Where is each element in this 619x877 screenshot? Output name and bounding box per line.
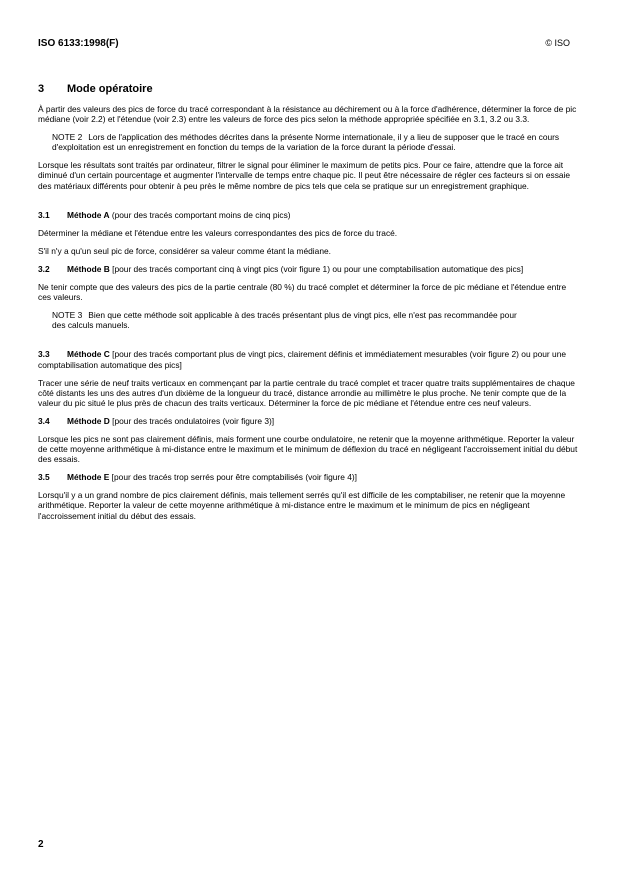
subsection-3-1-heading — [38, 210, 580, 220]
subsection-3-3-heading — [38, 349, 580, 369]
subsection-3-4-title: Méthode D — [67, 415, 110, 426]
section-title: Mode opératoire — [67, 83, 153, 95]
document-id: ISO 6133:1998(F) — [38, 38, 119, 49]
section-heading — [38, 83, 580, 95]
subsection-3-2-title: Méthode B — [67, 263, 110, 274]
subsection-3-3-number: 3.3 — [38, 349, 50, 360]
subsection-3-5-number: 3.5 — [38, 472, 50, 483]
subsection-3-4-number: 3.4 — [38, 415, 50, 426]
subsection-3-5-title: Méthode E — [67, 472, 110, 483]
note-3-line-2: des calculs manuels. — [52, 320, 130, 331]
note-3-line-1: Bien que cette méthode soit applicable à des tracés présentant plus de vingt pics, elle n'est pas recommandée pour — [88, 310, 517, 321]
subsection-3-3-scope: [pour des tracés comportant plus de vingt pics, clairement définis et immédiatement mesurables (voir figure 2) ou pour une comptabilisation automatique des pics] — [38, 349, 567, 370]
subsection-3-3-title: Méthode C — [67, 349, 110, 360]
page-number: 2 — [38, 839, 44, 850]
subsection-3-1-paragraph-2: S'il n'y a qu'un seul pic de force, considérer sa valeur comme étant la médiane. — [38, 245, 331, 256]
note-2-label: NOTE 2 — [52, 132, 83, 143]
subsection-3-1-title: Méthode A — [67, 209, 110, 220]
subsection-3-1-paragraph-1: Déterminer la médiane et l'étendue entre les valeurs correspondantes des pics de force du tracé. — [38, 227, 398, 238]
copyright-notice: © ISO — [545, 38, 570, 48]
subsection-3-5-heading — [38, 472, 580, 482]
subsection-3-4-paragraph: Lorsque les pics ne sont pas clairement définis, mais forment une courbe ondulatoire, ne retenir que la moyenne arithmétique. Reporter la valeur de cette moyenne arithmétique à mi-distance entre le maximum et le minimum de déflexion du tracé en négligeant l'accroissement initial du début des essais. — [38, 433, 578, 465]
note-3 — [52, 310, 580, 330]
subsection-3-2-heading — [38, 264, 580, 274]
subsection-3-2-number: 3.2 — [38, 263, 50, 274]
computer-processing-paragraph: Lorsque les résultats sont traités par ordinateur, filtrer le signal pour éliminer le maximum de petits pics. Pour ce faire, attendre que la force ait diminué d'un certain pourcentage et augmenter l'intervalle de temps entre chaque pic. Il peut être nécessaire de régler ces facteurs si on essaie des matériaux différents pour obtenir à peu près le même nombre de pics tels que cela se pratique sur un enregistrement graphique. — [38, 160, 571, 191]
subsection-3-2-paragraph: Ne tenir compte que des valeurs des pics de la partie centrale (80 %) du tracé complet et déterminer la force de pic médiane et l'étendue entre ces valeurs. — [38, 282, 567, 303]
subsection-3-3-paragraph: Tracer une série de neuf traits verticaux en commençant par la partie centrale du tracé complet et tracer quatre traits supplémentaires de chaque côté distants les uns des autres d'un dixième de la longueur du tracé, distance arrondie au millimètre le plus proche. Ne tenir compte que de la valeur du pic situé le plus près de chacun des traits verticaux. Déterminer la force de pic médiane et l'étendue entre ces neuf valeurs. — [38, 377, 575, 408]
subsection-3-1-number: 3.1 — [38, 209, 50, 220]
note-3-label: NOTE 3 — [52, 310, 83, 321]
section-number: 3 — [38, 83, 45, 95]
subsection-3-1-scope: (pour des tracés comportant moins de cinq pics) — [109, 209, 291, 220]
note-2-text: Lors de l'application des méthodes décrites dans la présente Norme internationale, il y a lieu de supposer que le tracé en cours d'exploitation est un enregistrement en fonction du temps de la variation de la force durant la période d'essai. — [52, 132, 560, 153]
page-content — [38, 83, 580, 529]
subsection-3-4-heading — [38, 416, 580, 426]
subsection-3-5-scope: [pour des tracés trop serrés pour être comptabilisés (voir figure 4)] — [109, 472, 357, 483]
note-2 — [52, 132, 580, 152]
subsection-3-2-scope: [pour des tracés comportant cinq à vingt pics (voir figure 1) ou pour une comptabilisation automatique des pics] — [109, 263, 524, 274]
intro-paragraph: À partir des valeurs des pics de force du tracé correspondant à la résistance au déchirement ou à la force d'adhérence, déterminer la force de pic médiane (voir 2.2) et l'étendue (voir 2.3) entre les valeurs de force des pics selon la méthode appropriée spécifiée en 3.1, 3.2 ou 3.3. — [38, 104, 577, 125]
subsection-3-5-paragraph: Lorsqu'il y a un grand nombre de pics clairement définis, mais tellement serrés qu'il est difficile de les comptabiliser, ne retenir que la moyenne arithmétique. Reporter la valeur de cette moyenne arithmétique à mi-distance entre le maximum et le minimum de pics en négligeant l'accroissement initial du début des essais. — [38, 490, 566, 521]
subsection-3-4-scope: [pour des tracés ondulatoires (voir figure 3)] — [109, 415, 275, 426]
